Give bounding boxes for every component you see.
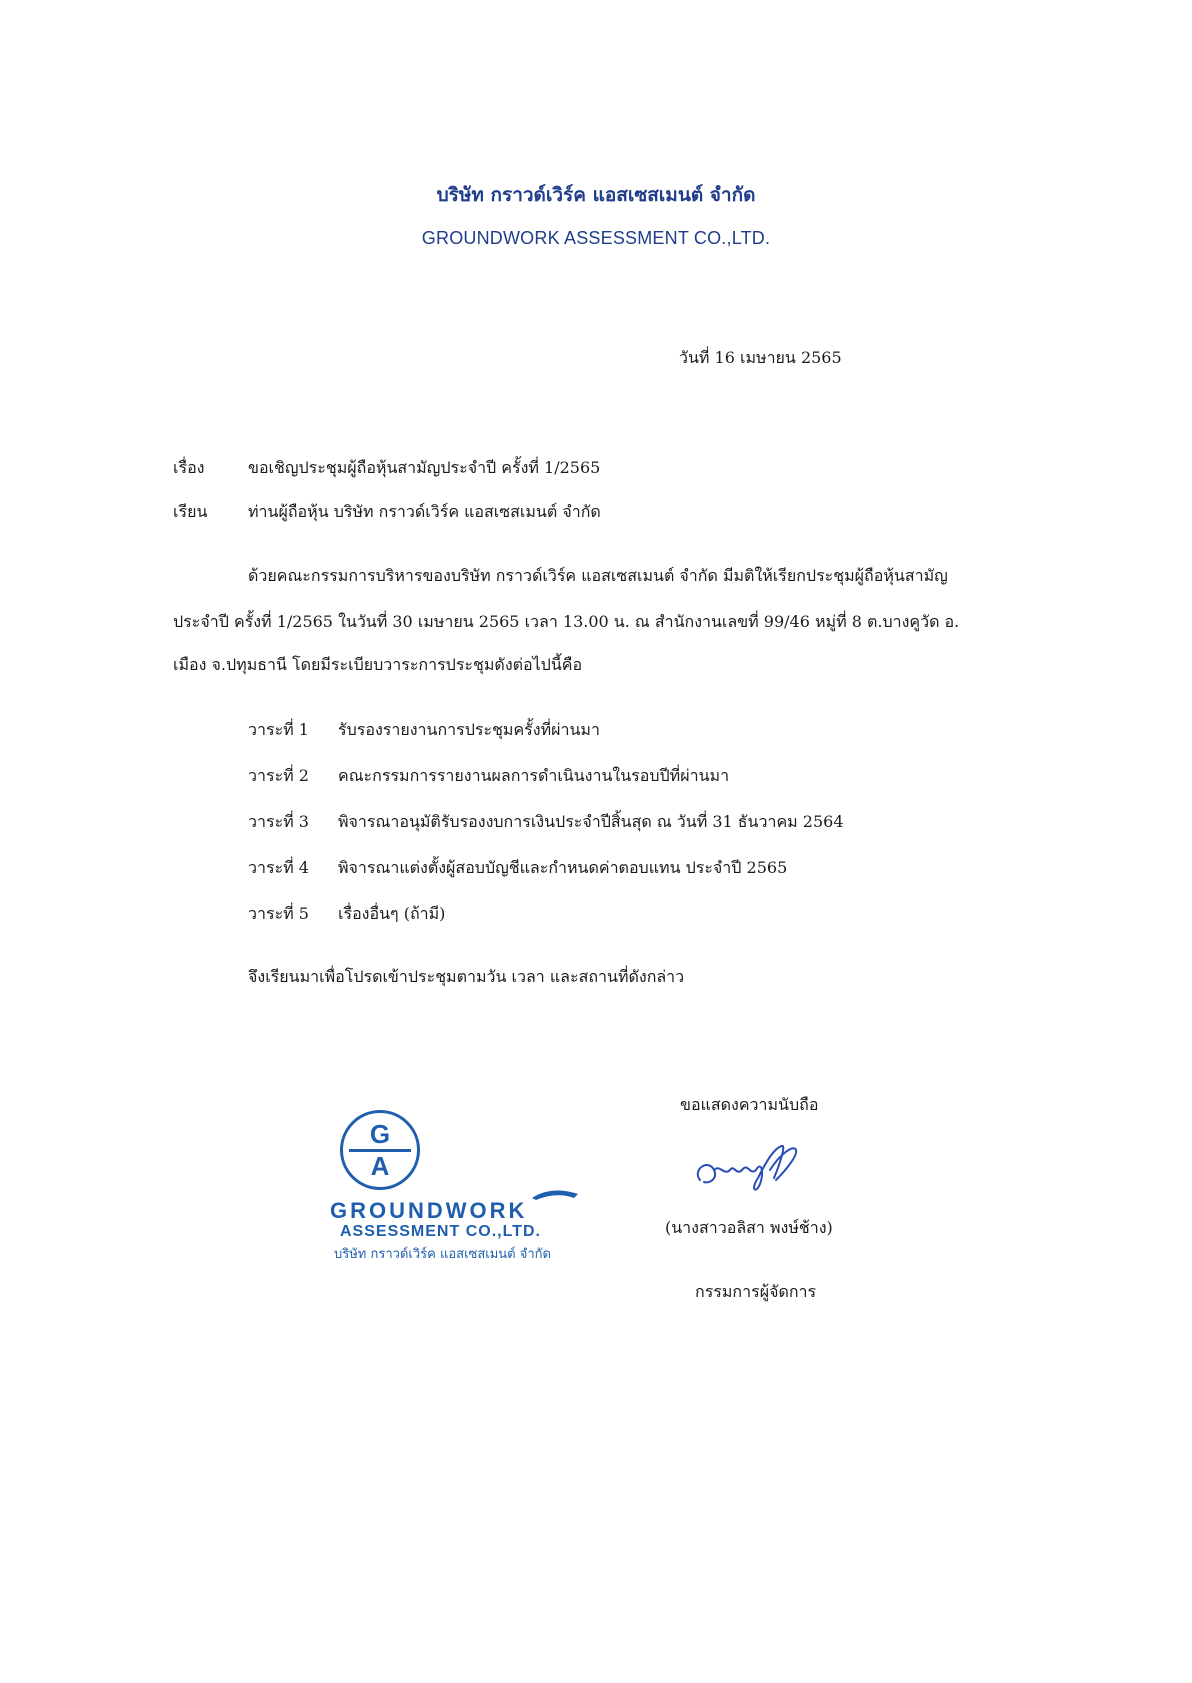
recipient-label: เรียน	[173, 502, 208, 521]
recipient-text: ท่านผู้ถือหุ้น บริษัท กราวด์เวิร์ค แอสเซสเมนต์ จำกัด	[248, 502, 601, 521]
agenda-text: รับรองรายงานการประชุมครั้งที่ผ่านมา	[338, 720, 600, 739]
agenda-item	[248, 856, 787, 881]
agenda-number: วาระที่ 5	[248, 904, 309, 923]
agenda-text: คณะกรรมการรายงานผลการดำเนินงานในรอบปีที่ผ่านมา	[338, 766, 730, 785]
company-seal-logo	[330, 1110, 605, 1260]
regards-text: ขอแสดงความนับถือ	[680, 1095, 819, 1114]
agenda-item	[248, 902, 445, 927]
logo-swoosh-icon	[530, 1186, 580, 1202]
subject-text: ขอเชิญประชุมผู้ถือหุ้นสามัญประจำปี ครั้งที่ 1/2565	[248, 458, 601, 477]
logo-letter-g: G	[369, 1119, 391, 1149]
closing-sentence: จึงเรียนมาเพื่อโปรดเข้าประชุมตามวัน เวลา และสถานที่ดังกล่าว	[248, 967, 685, 986]
company-name-thai: บริษัท กราวด์เวิร์ค แอสเซสเมนต์ จำกัด	[436, 184, 756, 206]
agenda-number: วาระที่ 3	[248, 812, 309, 831]
agenda-number: วาระที่ 4	[248, 858, 309, 877]
logo-text-assessment: ASSESSMENT CO.,LTD.	[340, 1223, 541, 1240]
body-paragraph-line-1: ด้วยคณะกรรมการบริหารของบริษัท กราวด์เวิร์ค แอสเซสเมนต์ จำกัด มีมติให้เรียกประชุมผู้ถือหุ้นสามัญ	[248, 566, 948, 585]
agenda-item	[248, 810, 844, 835]
agenda-item	[248, 718, 600, 743]
agenda-number: วาระที่ 1	[248, 720, 309, 739]
logo-letter-a: A	[370, 1151, 390, 1181]
agenda-text: พิจารณาแต่งตั้งผู้สอบบัญชีและกำหนดค่าตอบแทน ประจำปี 2565	[338, 858, 788, 877]
subject-label: เรื่อง	[173, 458, 205, 477]
body-paragraph-line-3: เมือง จ.ปทุมธานี โดยมีระเบียบวาระการประชุมดังต่อไปนี้คือ	[173, 655, 583, 674]
logo-circle	[340, 1110, 420, 1190]
agenda-item	[248, 764, 729, 789]
signer-position: กรรมการผู้จัดการ	[695, 1282, 817, 1301]
signature-image	[690, 1140, 810, 1200]
letter-date: วันที่ 16 เมษายน 2565	[679, 348, 842, 367]
signer-name: (นางสาวอลิสา พงษ์ช้าง)	[665, 1218, 833, 1237]
agenda-text: พิจารณาอนุมัติรับรองงบการเงินประจำปีสิ้นสุด ณ วันที่ 31 ธันวาคม 2564	[338, 812, 844, 831]
agenda-number: วาระที่ 2	[248, 766, 309, 785]
company-name-english: GROUNDWORK ASSESSMENT CO.,LTD.	[421, 228, 771, 248]
logo-text-thai: บริษัท กราวด์เวิร์ค แอสเซสเมนต์ จำกัด	[334, 1247, 551, 1262]
logo-text-groundwork: GROUNDWORK	[330, 1198, 528, 1223]
agenda-text: เรื่องอื่นๆ (ถ้ามี)	[338, 904, 446, 923]
body-paragraph-line-2: ประจำปี ครั้งที่ 1/2565 ในวันที่ 30 เมษายน 2565 เวลา 13.00 น. ณ สำนักงานเลขที่ 99/46 หมู่ที่ 8 ต.บางคูวัด อ.	[173, 612, 960, 631]
